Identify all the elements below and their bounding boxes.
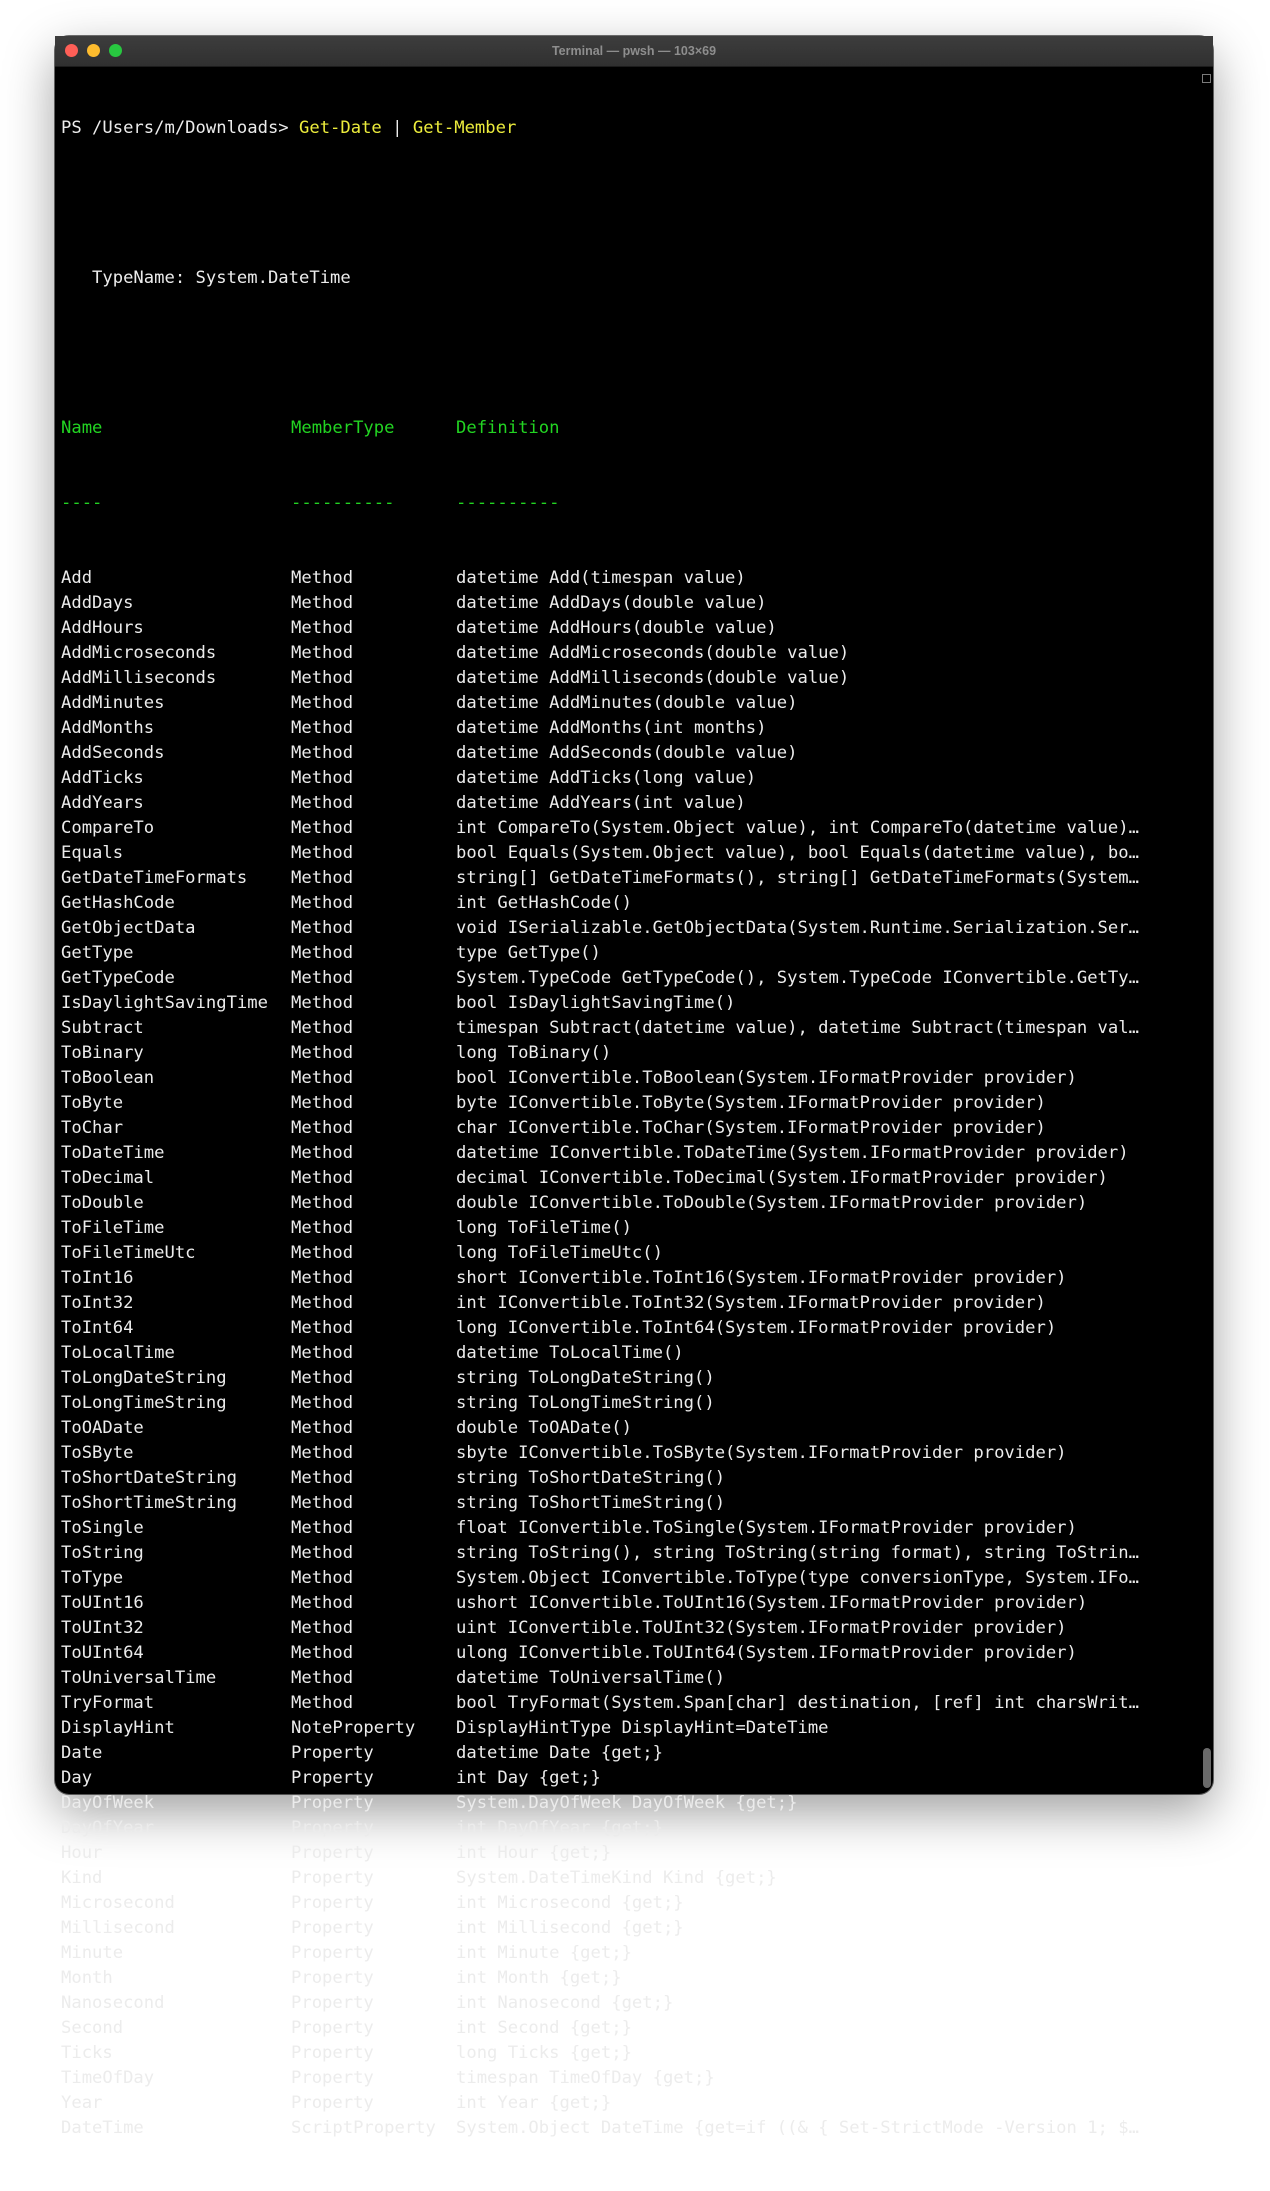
member-name: Subtract xyxy=(61,1018,144,1038)
table-row xyxy=(61,1691,1191,1716)
member-type: NoteProperty xyxy=(291,1718,416,1738)
member-type: Method xyxy=(291,1668,354,1688)
table-row xyxy=(61,566,1191,591)
member-definition: uint IConvertible.ToUInt32(System.IFormatProvider provider) xyxy=(456,1618,1067,1638)
member-name: AddMinutes xyxy=(61,693,165,713)
member-definition: char IConvertible.ToChar(System.IFormatProvider provider) xyxy=(456,1118,1046,1138)
terminal-window xyxy=(55,36,1213,2138)
scrollbar[interactable] xyxy=(1197,72,1210,1792)
member-type: Method xyxy=(291,743,354,763)
table-row xyxy=(61,1316,1191,1341)
member-name: AddTicks xyxy=(61,768,144,788)
member-name: ToChar xyxy=(61,1118,124,1138)
member-name: ToUInt16 xyxy=(61,1593,144,1613)
member-type: Method xyxy=(291,668,354,688)
table-row xyxy=(61,2091,1191,2116)
member-type: Method xyxy=(291,1243,354,1263)
member-definition: string ToString(), string ToString(string format), string ToStrin… xyxy=(456,1543,1139,1563)
table-row xyxy=(61,1441,1191,1466)
member-name: ToOADate xyxy=(61,1418,144,1438)
separator-membertype: ---------- xyxy=(291,493,395,513)
member-name: Add xyxy=(61,568,93,588)
member-type: Method xyxy=(291,1093,354,1113)
member-type: Method xyxy=(291,593,354,613)
member-type: Method xyxy=(291,1043,354,1063)
table-row xyxy=(61,1666,1191,1691)
member-name: TimeOfDay xyxy=(61,2068,155,2088)
terminal-output[interactable] xyxy=(61,66,1191,2138)
table-row xyxy=(61,1191,1191,1216)
member-type: Method xyxy=(291,718,354,738)
member-name: Nanosecond xyxy=(61,1993,165,2013)
member-type: Method xyxy=(291,1418,354,1438)
member-name: ToShortDateString xyxy=(61,1468,237,1488)
header-name: Name xyxy=(61,418,103,438)
table-row xyxy=(61,1766,1191,1791)
table-row xyxy=(61,816,1191,841)
member-definition: long Ticks {get;} xyxy=(456,2043,632,2063)
member-definition: int Nanosecond {get;} xyxy=(456,1993,674,2013)
header-membertype: MemberType xyxy=(291,418,395,438)
member-name: ToSByte xyxy=(61,1443,134,1463)
member-name: Kind xyxy=(61,1868,103,1888)
member-type: Property xyxy=(291,1968,374,1988)
member-name: ToBoolean xyxy=(61,1068,155,1088)
member-name: Microsecond xyxy=(61,1893,175,1913)
member-type: Method xyxy=(291,1693,354,1713)
member-type: Method xyxy=(291,1293,354,1313)
scroll-thumb[interactable] xyxy=(1203,1748,1211,1788)
column-separators xyxy=(61,491,1191,516)
member-definition: int CompareTo(System.Object value), int CompareTo(datetime value)… xyxy=(456,818,1139,838)
member-type: Method xyxy=(291,693,354,713)
blank-line xyxy=(61,191,1191,216)
member-name: ToLongTimeString xyxy=(61,1393,227,1413)
separator-name: ---- xyxy=(61,493,103,513)
member-type: Property xyxy=(291,1743,374,1763)
member-type: Method xyxy=(291,1193,354,1213)
member-definition: decimal IConvertible.ToDecimal(System.IFormatProvider provider) xyxy=(456,1168,1108,1188)
member-definition: System.DateTimeKind Kind {get;} xyxy=(456,1868,777,1888)
member-name: ToLongDateString xyxy=(61,1368,227,1388)
member-definition: datetime AddDays(double value) xyxy=(456,593,767,613)
member-name: Year xyxy=(61,2093,103,2113)
member-definition: System.Object IConvertible.ToType(type conversionType, System.IFo… xyxy=(456,1568,1139,1588)
member-definition: int GetHashCode() xyxy=(456,893,632,913)
pipe-operator: | xyxy=(381,118,413,138)
member-type: Property xyxy=(291,1818,374,1838)
window-title: Terminal — pwsh — 103×69 xyxy=(551,44,717,58)
scroll-marker-icon xyxy=(1202,74,1211,83)
member-definition: int Millisecond {get;} xyxy=(456,1918,684,1938)
table-row xyxy=(61,641,1191,666)
member-name: Hour xyxy=(61,1843,103,1863)
table-row xyxy=(61,1741,1191,1766)
member-definition: datetime AddMicroseconds(double value) xyxy=(456,643,850,663)
member-name: ToShortTimeString xyxy=(61,1493,237,1513)
member-definition: string ToShortDateString() xyxy=(456,1468,726,1488)
member-definition: int Month {get;} xyxy=(456,1968,622,1988)
member-type: Property xyxy=(291,2043,374,2063)
member-type: Property xyxy=(291,1843,374,1863)
member-definition: long IConvertible.ToInt64(System.IFormatProvider provider) xyxy=(456,1318,1057,1338)
table-row xyxy=(61,1891,1191,1916)
member-name: ToString xyxy=(61,1543,144,1563)
table-row xyxy=(61,1816,1191,1841)
table-row xyxy=(61,1116,1191,1141)
member-type: Method xyxy=(291,868,354,888)
member-name: AddYears xyxy=(61,793,144,813)
table-row xyxy=(61,1641,1191,1666)
table-row xyxy=(61,966,1191,991)
member-name: Equals xyxy=(61,843,124,863)
table-row xyxy=(61,1266,1191,1291)
table-row xyxy=(61,1591,1191,1616)
table-row xyxy=(61,941,1191,966)
member-definition: double ToOADate() xyxy=(456,1418,632,1438)
table-row xyxy=(61,1366,1191,1391)
member-definition: int Minute {get;} xyxy=(456,1943,632,1963)
prompt-path: PS /Users/m/Downloads> xyxy=(61,118,299,138)
title-bar[interactable] xyxy=(55,36,1213,67)
table-row xyxy=(61,1866,1191,1891)
member-type: Method xyxy=(291,1068,354,1088)
member-type: Method xyxy=(291,1543,354,1563)
member-name: ToInt16 xyxy=(61,1268,134,1288)
member-type: Property xyxy=(291,1793,374,1813)
table-row xyxy=(61,916,1191,941)
member-type: ScriptProperty xyxy=(291,2118,436,2138)
member-type: Method xyxy=(291,793,354,813)
member-definition: System.Object DateTime {get=if ((& { Set-StrictMode -Version 1; $… xyxy=(456,2118,1139,2138)
member-definition: long ToFileTimeUtc() xyxy=(456,1243,663,1263)
member-name: ToFileTime xyxy=(61,1218,165,1238)
member-name: AddSeconds xyxy=(61,743,165,763)
member-definition: datetime ToLocalTime() xyxy=(456,1343,684,1363)
member-definition: int Microsecond {get;} xyxy=(456,1893,684,1913)
member-type: Method xyxy=(291,918,354,938)
member-type: Property xyxy=(291,1868,374,1888)
member-name: CompareTo xyxy=(61,818,155,838)
member-type: Method xyxy=(291,818,354,838)
table-row xyxy=(61,691,1191,716)
table-row xyxy=(61,1566,1191,1591)
table-row xyxy=(61,2116,1191,2141)
member-definition: datetime AddMinutes(double value) xyxy=(456,693,798,713)
table-row xyxy=(61,666,1191,691)
member-type: Method xyxy=(291,1493,354,1513)
table-row xyxy=(61,1941,1191,1966)
member-type: Method xyxy=(291,1268,354,1288)
member-definition: long ToFileTime() xyxy=(456,1218,632,1238)
member-type: Method xyxy=(291,1168,354,1188)
member-definition: System.DayOfWeek DayOfWeek {get;} xyxy=(456,1793,798,1813)
member-type: Method xyxy=(291,1143,354,1163)
table-row xyxy=(61,766,1191,791)
prompt-line xyxy=(61,116,1191,141)
member-name: ToDateTime xyxy=(61,1143,165,1163)
member-name: DayOfWeek xyxy=(61,1793,155,1813)
member-name: AddMicroseconds xyxy=(61,643,217,663)
member-definition: timespan Subtract(datetime value), datetime Subtract(timespan val… xyxy=(456,1018,1139,1038)
member-definition: datetime IConvertible.ToDateTime(System.IFormatProvider provider) xyxy=(456,1143,1129,1163)
member-definition: datetime AddTicks(long value) xyxy=(456,768,757,788)
table-row xyxy=(61,1166,1191,1191)
member-type: Method xyxy=(291,893,354,913)
member-type: Method xyxy=(291,1593,354,1613)
member-definition: int Day {get;} xyxy=(456,1768,601,1788)
table-row xyxy=(61,2041,1191,2066)
member-name: ToUInt32 xyxy=(61,1618,144,1638)
member-name: AddDays xyxy=(61,593,134,613)
table-row xyxy=(61,1916,1191,1941)
table-row xyxy=(61,1791,1191,1816)
column-headers xyxy=(61,416,1191,441)
blank-line xyxy=(61,341,1191,366)
member-name: ToByte xyxy=(61,1093,124,1113)
table-row xyxy=(61,1091,1191,1116)
member-type: Method xyxy=(291,843,354,863)
table-row xyxy=(61,1541,1191,1566)
member-type: Method xyxy=(291,1518,354,1538)
member-type: Method xyxy=(291,618,354,638)
member-definition: long ToBinary() xyxy=(456,1043,612,1063)
member-type: Method xyxy=(291,1643,354,1663)
member-name: DisplayHint xyxy=(61,1718,175,1738)
member-definition: datetime AddYears(int value) xyxy=(456,793,746,813)
table-row xyxy=(61,716,1191,741)
member-definition: datetime AddMilliseconds(double value) xyxy=(456,668,850,688)
member-name: AddHours xyxy=(61,618,144,638)
member-definition: bool Equals(System.Object value), bool Equals(datetime value), bo… xyxy=(456,843,1139,863)
table-row xyxy=(61,1141,1191,1166)
header-definition: Definition xyxy=(456,418,560,438)
command-get-member: Get-Member xyxy=(412,118,517,138)
member-name: Date xyxy=(61,1743,103,1763)
table-row xyxy=(61,1041,1191,1066)
table-row xyxy=(61,1491,1191,1516)
member-name: GetHashCode xyxy=(61,893,175,913)
member-table xyxy=(61,566,1191,2141)
member-definition: int Year {get;} xyxy=(456,2093,612,2113)
member-definition: string ToShortTimeString() xyxy=(456,1493,726,1513)
table-row xyxy=(61,891,1191,916)
member-definition: int Second {get;} xyxy=(456,2018,632,2038)
member-name: ToLocalTime xyxy=(61,1343,175,1363)
table-row xyxy=(61,616,1191,641)
member-name: Day xyxy=(61,1768,93,1788)
member-type: Property xyxy=(291,1893,374,1913)
table-row xyxy=(61,841,1191,866)
member-type: Method xyxy=(291,1568,354,1588)
table-row xyxy=(61,1991,1191,2016)
table-row xyxy=(61,741,1191,766)
member-definition: timespan TimeOfDay {get;} xyxy=(456,2068,715,2088)
member-type: Method xyxy=(291,1443,354,1463)
member-type: Method xyxy=(291,768,354,788)
member-definition: bool IsDaylightSavingTime() xyxy=(456,993,736,1013)
member-definition: datetime AddMonths(int months) xyxy=(456,718,767,738)
member-name: ToInt64 xyxy=(61,1318,134,1338)
table-row xyxy=(61,1066,1191,1091)
member-type: Method xyxy=(291,1318,354,1338)
table-row xyxy=(61,1216,1191,1241)
member-name: AddMonths xyxy=(61,718,155,738)
member-type: Method xyxy=(291,1018,354,1038)
member-name: GetDateTimeFormats xyxy=(61,868,248,888)
table-row xyxy=(61,1016,1191,1041)
member-definition: float IConvertible.ToSingle(System.IFormatProvider provider) xyxy=(456,1518,1077,1538)
table-row xyxy=(61,866,1191,891)
member-definition: datetime Add(timespan value) xyxy=(456,568,746,588)
member-type: Property xyxy=(291,1993,374,2013)
member-definition: void ISerializable.GetObjectData(System.Runtime.Serialization.Ser… xyxy=(456,918,1139,938)
typename-line: TypeName: System.DateTime xyxy=(61,268,351,288)
member-type: Method xyxy=(291,1343,354,1363)
command-get-date: Get-Date xyxy=(299,118,382,138)
member-definition: byte IConvertible.ToByte(System.IFormatProvider provider) xyxy=(456,1093,1046,1113)
member-name: GetObjectData xyxy=(61,918,196,938)
table-row xyxy=(61,1516,1191,1541)
member-name: ToDouble xyxy=(61,1193,144,1213)
member-definition: int DayOfYear {get;} xyxy=(456,1818,663,1838)
member-name: GetTypeCode xyxy=(61,968,175,988)
member-name: Month xyxy=(61,1968,113,1988)
member-name: DateTime xyxy=(61,2118,144,2138)
member-type: Method xyxy=(291,1118,354,1138)
member-type: Method xyxy=(291,643,354,663)
member-type: Method xyxy=(291,968,354,988)
member-name: Ticks xyxy=(61,2043,113,2063)
member-name: ToDecimal xyxy=(61,1168,155,1188)
table-row xyxy=(61,2066,1191,2091)
member-type: Method xyxy=(291,1468,354,1488)
member-name: ToUInt64 xyxy=(61,1643,144,1663)
member-definition: datetime AddSeconds(double value) xyxy=(456,743,798,763)
member-type: Method xyxy=(291,1393,354,1413)
member-name: ToBinary xyxy=(61,1043,144,1063)
member-type: Method xyxy=(291,1368,354,1388)
table-row xyxy=(61,991,1191,1016)
member-name: Millisecond xyxy=(61,1918,175,1938)
table-row xyxy=(61,1416,1191,1441)
member-name: TryFormat xyxy=(61,1693,155,1713)
member-definition: double IConvertible.ToDouble(System.IFormatProvider provider) xyxy=(456,1193,1088,1213)
member-definition: string ToLongTimeString() xyxy=(456,1393,715,1413)
table-row xyxy=(61,1841,1191,1866)
member-definition: bool IConvertible.ToBoolean(System.IFormatProvider provider) xyxy=(456,1068,1077,1088)
member-type: Property xyxy=(291,2018,374,2038)
member-type: Method xyxy=(291,943,354,963)
member-name: ToSingle xyxy=(61,1518,144,1538)
member-definition: ushort IConvertible.ToUInt16(System.IFormatProvider provider) xyxy=(456,1593,1088,1613)
member-definition: string[] GetDateTimeFormats(), string[] GetDateTimeFormats(System… xyxy=(456,868,1139,888)
table-row xyxy=(61,591,1191,616)
table-row xyxy=(61,1466,1191,1491)
member-definition: datetime Date {get;} xyxy=(456,1743,663,1763)
member-type: Method xyxy=(291,1218,354,1238)
member-name: GetType xyxy=(61,943,134,963)
member-definition: int IConvertible.ToInt32(System.IFormatProvider provider) xyxy=(456,1293,1046,1313)
member-name: DayOfYear xyxy=(61,1818,155,1838)
member-definition: bool TryFormat(System.Span[char] destination, [ref] int charsWrit… xyxy=(456,1693,1139,1713)
member-type: Method xyxy=(291,1618,354,1638)
member-definition: ulong IConvertible.ToUInt64(System.IFormatProvider provider) xyxy=(456,1643,1077,1663)
member-name: ToType xyxy=(61,1568,124,1588)
member-type: Property xyxy=(291,1918,374,1938)
member-name: ToInt32 xyxy=(61,1293,134,1313)
separator-definition: ---------- xyxy=(456,493,560,513)
table-row xyxy=(61,1966,1191,1991)
table-row xyxy=(61,1616,1191,1641)
member-type: Property xyxy=(291,1943,374,1963)
member-type: Method xyxy=(291,568,354,588)
member-name: Second xyxy=(61,2018,124,2038)
table-row xyxy=(61,1341,1191,1366)
member-type: Property xyxy=(291,2093,374,2113)
member-type: Method xyxy=(291,993,354,1013)
table-row xyxy=(61,1391,1191,1416)
member-name: AddMilliseconds xyxy=(61,668,217,688)
member-name: ToUniversalTime xyxy=(61,1668,217,1688)
table-row xyxy=(61,2016,1191,2041)
member-definition: datetime AddHours(double value) xyxy=(456,618,777,638)
member-name: Minute xyxy=(61,1943,124,1963)
member-definition: sbyte IConvertible.ToSByte(System.IFormatProvider provider) xyxy=(456,1443,1067,1463)
member-name: ToFileTimeUtc xyxy=(61,1243,196,1263)
member-type: Property xyxy=(291,1768,374,1788)
member-definition: System.TypeCode GetTypeCode(), System.TypeCode IConvertible.GetTy… xyxy=(456,968,1139,988)
member-type: Property xyxy=(291,2068,374,2088)
table-row xyxy=(61,1241,1191,1266)
member-name: IsDaylightSavingTime xyxy=(61,993,268,1013)
table-row xyxy=(61,1291,1191,1316)
table-row xyxy=(61,791,1191,816)
member-definition: DisplayHintType DisplayHint=DateTime xyxy=(456,1718,829,1738)
member-definition: type GetType() xyxy=(456,943,601,963)
table-row xyxy=(61,1716,1191,1741)
member-definition: short IConvertible.ToInt16(System.IFormatProvider provider) xyxy=(456,1268,1067,1288)
member-definition: string ToLongDateString() xyxy=(456,1368,715,1388)
member-definition: datetime ToUniversalTime() xyxy=(456,1668,726,1688)
member-definition: int Hour {get;} xyxy=(456,1843,612,1863)
